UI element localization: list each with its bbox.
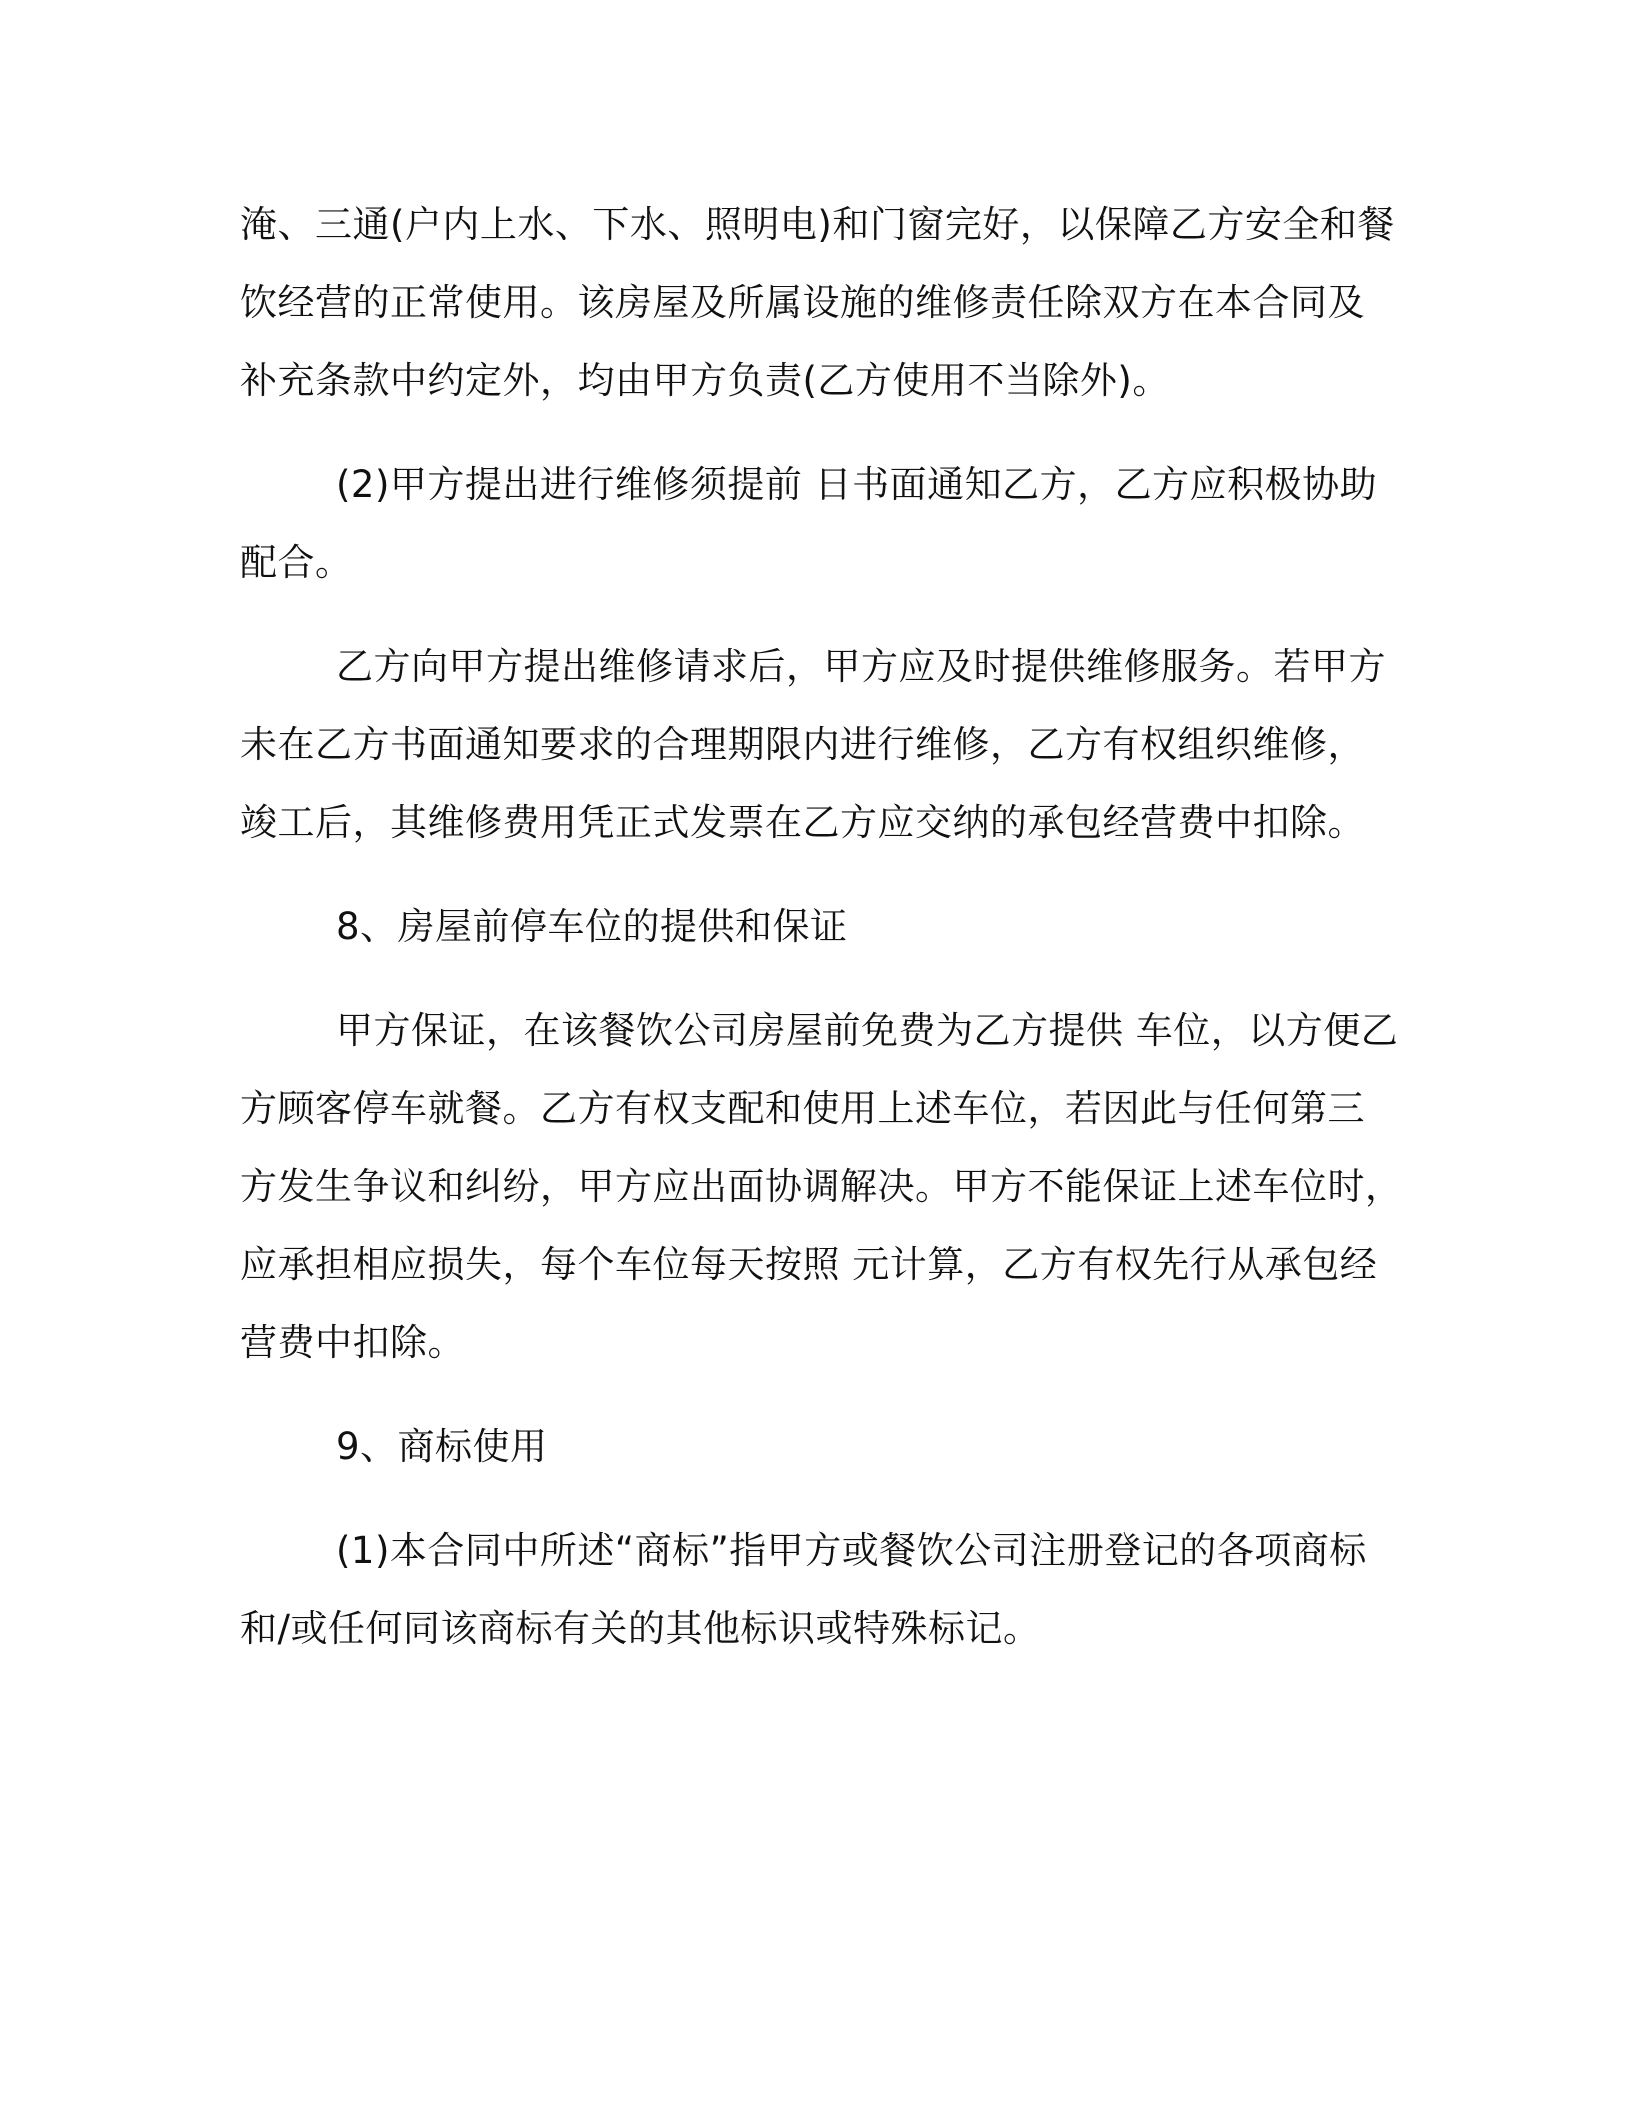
heading-text: 8、房屋前停车位的提供和保证 [336, 905, 848, 948]
text-line: 和/或任何同该商标有关的其他标识或特殊标记。 [240, 1607, 1041, 1650]
paragraph-trademark [240, 1512, 1390, 1668]
paragraph-parking [240, 992, 1403, 1382]
section-heading-trademark [240, 1408, 1390, 1486]
text-line: 未在乙方书面通知要求的合理期限内进行维修，乙方有权组织维修， [240, 723, 1365, 766]
text-line: 竣工后，其维修费用凭正式发票在乙方应交纳的承包经营费中扣除。 [240, 801, 1365, 844]
text-line: (1)本合同中所述“商标”指甲方或餐饮公司注册登记的各项商标 [336, 1529, 1367, 1572]
heading-text: 9、商标使用 [336, 1425, 548, 1468]
text-line: 方发生争议和纠纷，甲方应出面协调解决。甲方不能保证上述车位时， [240, 1165, 1403, 1208]
text-line: 配合。 [240, 541, 353, 584]
text-line: 甲方保证，在该餐饮公司房屋前免费为乙方提供 车位，以方便乙 [336, 1009, 1399, 1052]
text-line: 应承担相应损失，每个车位每天按照 元计算，乙方有权先行从承包经 [240, 1243, 1378, 1286]
text-line: 乙方向甲方提出维修请求后，甲方应及时提供维修服务。若甲方 [336, 645, 1386, 688]
text-line: (2)甲方提出进行维修须提前 日书面通知乙方，乙方应积极协助 [336, 463, 1378, 506]
text-line: 补充条款中约定外，均由甲方负责(乙方使用不当除外)。 [240, 359, 1170, 402]
text-line: 淹、三通(户内上水、下水、照明电)和门窗完好，以保障乙方安全和餐 [240, 203, 1395, 246]
paragraph-maintenance-continued [240, 186, 1395, 420]
text-line: 营费中扣除。 [240, 1321, 465, 1364]
text-line: 饮经营的正常使用。该房屋及所属设施的维修责任除双方在本合同及 [240, 281, 1365, 324]
paragraph-maintenance-notice [240, 446, 1390, 602]
section-heading-parking [240, 888, 1390, 966]
document-body [240, 186, 1403, 1668]
paragraph-maintenance-request [240, 628, 1390, 862]
text-line: 方顾客停车就餐。乙方有权支配和使用上述车位，若因此与任何第三 [240, 1087, 1365, 1130]
